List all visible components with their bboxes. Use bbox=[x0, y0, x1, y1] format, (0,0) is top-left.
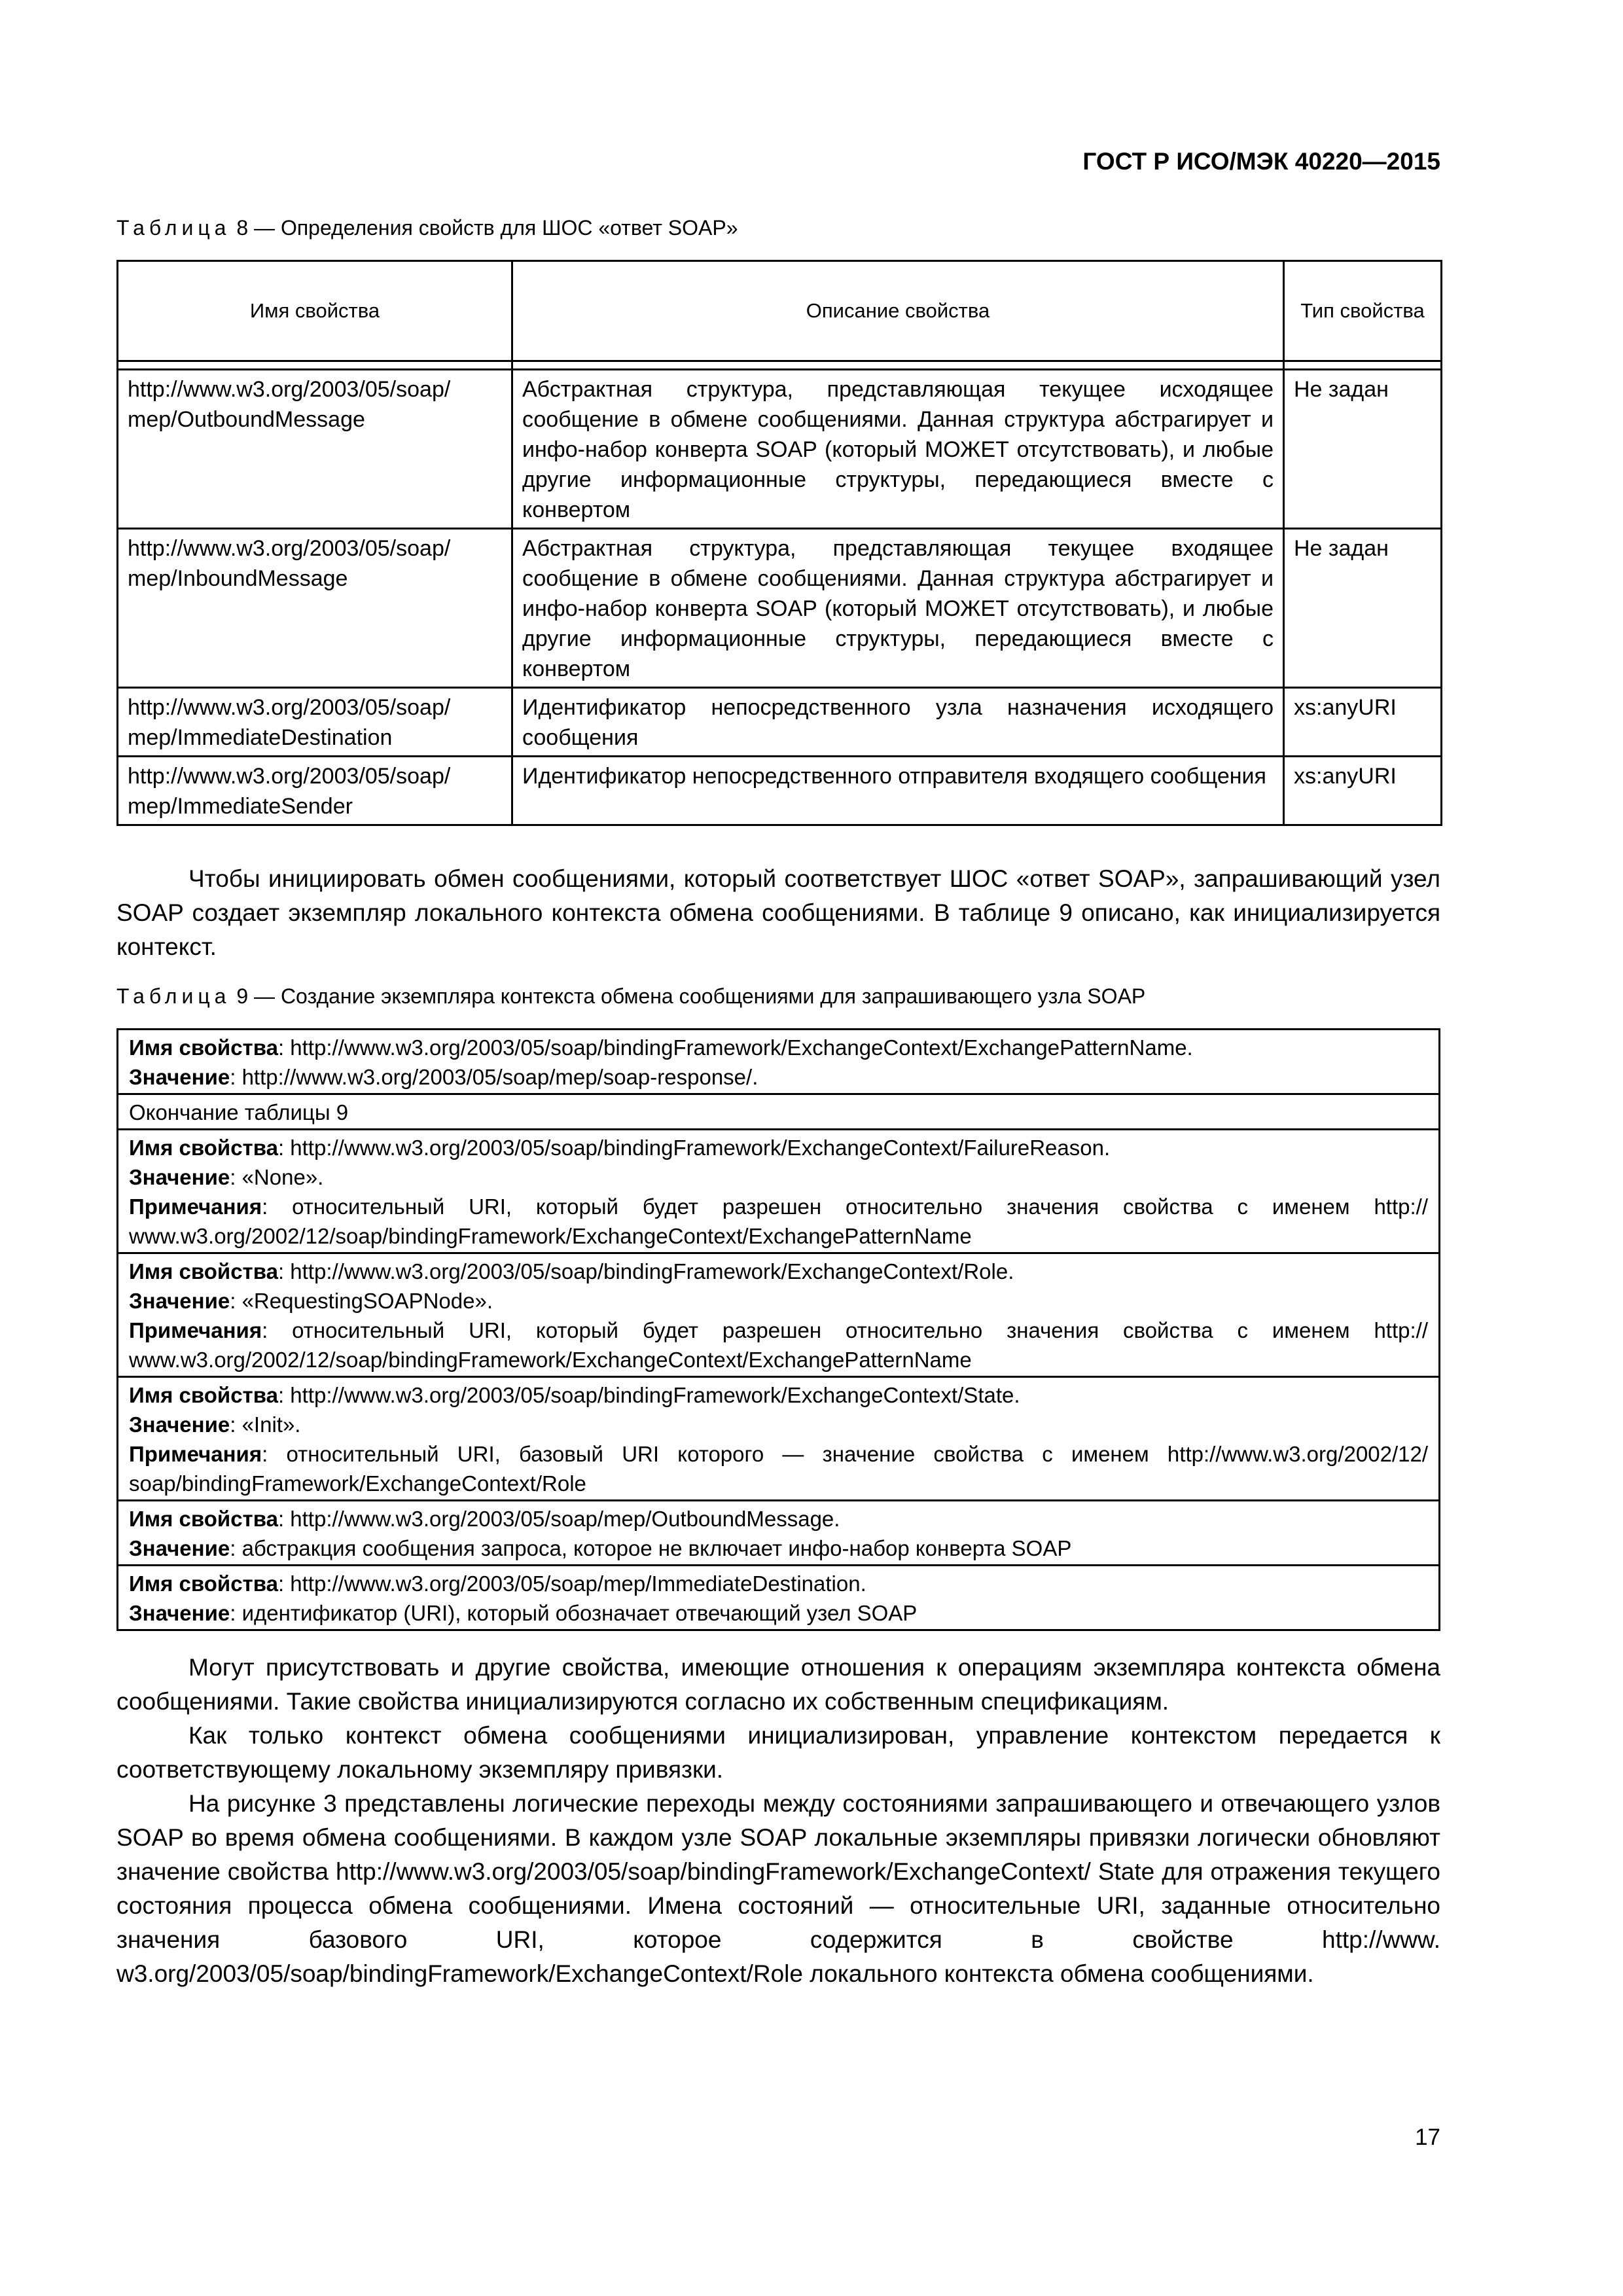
table9 bbox=[116, 1028, 1440, 1631]
table-row bbox=[118, 688, 1442, 757]
table-row bbox=[118, 1566, 1440, 1630]
property-description-cell: Идентификатор непосредственного отправителя входящего сообщения bbox=[512, 757, 1284, 825]
value-label: Значение bbox=[129, 1536, 230, 1560]
property-type-cell: Не задан bbox=[1284, 529, 1442, 688]
table9-cell bbox=[118, 1377, 1440, 1501]
table9-cell bbox=[118, 1253, 1440, 1377]
table-row bbox=[118, 1377, 1440, 1501]
name-value: : http://www.w3.org/2003/05/soap/bindingFramework/ExchangeContext/State. bbox=[277, 1383, 1020, 1407]
standard-header: ГОСТ Р ИСО/МЭК 40220—2015 bbox=[1082, 148, 1440, 175]
value-label: Значение bbox=[129, 1065, 230, 1089]
table8-caption-prefix: Таблица bbox=[116, 216, 231, 240]
value-text: : «RequestingSOAPNode». bbox=[230, 1289, 493, 1313]
table-row bbox=[118, 1130, 1440, 1253]
notes-label: Примечания bbox=[129, 1442, 262, 1466]
value-label: Значение bbox=[129, 1165, 230, 1189]
name-value: : http://www.w3.org/2003/05/soap/mep/OutboundMessage. bbox=[277, 1507, 840, 1531]
property-description-cell: Абстрактная структура, представляющая текущее входящее сообщение в обмене сообщениями. Данная структура абстрагирует и инфо-набор конверта SOAP (который МОЖЕТ отсутствовать), и любые другие информационные структуры, передающиеся вместе с конвертом bbox=[512, 529, 1284, 688]
table-row bbox=[118, 370, 1442, 529]
name-value: : http://www.w3.org/2003/05/soap/bindingFramework/ExchangeContext/FailureReason. bbox=[277, 1136, 1111, 1160]
document-page bbox=[116, 147, 1440, 1991]
notes-text: : относительный URI, который будет разрешен относительно значения свойства с именем http:// www.w3.org/2002/12/soap/bindingFramework/ExchangeContext/ExchangePatternName bbox=[129, 1318, 1428, 1372]
table8-caption bbox=[116, 215, 1440, 240]
table8-col-description: Описание свойства bbox=[512, 261, 1284, 361]
property-name-cell: http://www.w3.org/2003/05/soap/ mep/OutboundMessage bbox=[118, 370, 512, 529]
property-name-cell: http://www.w3.org/2003/05/soap/ mep/ImmediateDestination bbox=[118, 688, 512, 757]
table8 bbox=[116, 260, 1442, 826]
value-text: : «None». bbox=[230, 1165, 324, 1189]
value-label: Значение bbox=[129, 1601, 230, 1625]
table8-caption-text: 8 — Определения свойств для ШОС «ответ SOAP» bbox=[230, 216, 738, 240]
name-label: Имя свойства bbox=[129, 1136, 278, 1160]
table8-header-row bbox=[118, 261, 1442, 361]
value-text: : идентификатор (URI), который обозначает отвечающий узел SOAP bbox=[230, 1601, 918, 1625]
name-value: : http://www.w3.org/2003/05/soap/mep/ImmediateDestination. bbox=[277, 1571, 866, 1596]
body-paragraph: Как только контекст обмена сообщениями инициализирован, управление контекстом передается к соответствующему локальному экземпляру привязки. bbox=[116, 1722, 1440, 1783]
table-row bbox=[118, 1253, 1440, 1377]
table9-caption bbox=[116, 984, 1440, 1009]
notes-label: Примечания bbox=[129, 1318, 262, 1342]
property-type-cell: xs:anyURI bbox=[1284, 757, 1442, 825]
property-type-cell: xs:anyURI bbox=[1284, 688, 1442, 757]
property-description-cell: Идентификатор непосредственного узла назначения исходящего сообщения bbox=[512, 688, 1284, 757]
value-text: : абстракция сообщения запроса, которое не включает инфо-набор конверта SOAP bbox=[230, 1536, 1072, 1560]
name-label: Имя свойства bbox=[129, 1571, 278, 1596]
value-text: : http://www.w3.org/2003/05/soap/mep/soap-response/. bbox=[230, 1065, 758, 1089]
table8-header-separator bbox=[118, 361, 1442, 370]
name-label: Имя свойства bbox=[129, 1035, 278, 1060]
table8-col-name: Имя свойства bbox=[118, 261, 512, 361]
body-paragraph: Могут присутствовать и другие свойства, имеющие отношения к операциям экземпляра контекста обмена сообщениями. Такие свойства инициализируются согласно их собственным спецификациям. bbox=[116, 1654, 1440, 1715]
table-row bbox=[118, 1501, 1440, 1566]
name-label: Имя свойства bbox=[129, 1507, 278, 1531]
table9-caption-text: 9 — Создание экземпляра контекста обмена сообщениями для запрашивающего узла SOAP bbox=[230, 984, 1146, 1008]
table-row bbox=[118, 1030, 1440, 1094]
value-label: Значение bbox=[129, 1412, 230, 1437]
table8-col-type: Тип свойства bbox=[1284, 261, 1442, 361]
body-paragraph: Чтобы инициировать обмен сообщениями, который соответствует ШОС «ответ SOAP», запрашивающий узел SOAP создает экземпляр локального контекста обмена сообщениями. В таблице 9 описано, как инициализируется контекст. bbox=[116, 865, 1440, 960]
name-value: : http://www.w3.org/2003/05/soap/bindingFramework/ExchangeContext/Role. bbox=[277, 1259, 1014, 1283]
property-name-cell: http://www.w3.org/2003/05/soap/ mep/InboundMessage bbox=[118, 529, 512, 688]
property-name-cell: http://www.w3.org/2003/05/soap/ mep/ImmediateSender bbox=[118, 757, 512, 825]
table9-caption-prefix: Таблица bbox=[116, 984, 231, 1008]
property-description-cell: Абстрактная структура, представляющая текущее исходящее сообщение в обмене сообщениями. Данная структура абстрагирует и инфо-набор конверта SOAP (который МОЖЕТ отсутствовать), и любые другие информационные структуры, передающиеся вместе с конвертом bbox=[512, 370, 1284, 529]
notes-text: : относительный URI, который будет разрешен относительно значения свойства с именем http:// www.w3.org/2002/12/soap/bindingFramework/ExchangeContext/ExchangePatternName bbox=[129, 1194, 1428, 1248]
name-label: Имя свойства bbox=[129, 1259, 278, 1283]
table9-cell bbox=[118, 1501, 1440, 1566]
value-text: : «Init». bbox=[230, 1412, 301, 1437]
table-row bbox=[118, 529, 1442, 688]
notes-text: : относительный URI, базовый URI которого — значение свойства с именем http://www.w3.org/2002/12/ soap/bindingFramework/ExchangeContext/Role bbox=[129, 1442, 1428, 1496]
body-paragraph: На рисунке 3 представлены логические переходы между состояниями запрашивающего и отвечающего узлов SOAP во время обмена сообщениями. В каждом узле SOAP локальные экземпляры привязки логически обновляют значение свойства http://www.w3.org/2003/05/soap/bindingFramework/ExchangeContext/ State для отражения текущего состояния процесса обмена сообщениями. Имена состояний — относительные URI, заданные относительно значения базового URI, которое содержится в свойстве http://www. w3.org/2003/05/soap/bindingFramework/ExchangeContext/Role локального контекста обмена сообщениями. bbox=[116, 1790, 1440, 1987]
value-label: Значение bbox=[129, 1289, 230, 1313]
notes-label: Примечания bbox=[129, 1194, 262, 1219]
name-label: Имя свойства bbox=[129, 1383, 278, 1407]
table9-cell bbox=[118, 1030, 1440, 1094]
table9-continuation: Окончание таблицы 9 bbox=[118, 1094, 1440, 1130]
page-number: 17 bbox=[1415, 2125, 1440, 2150]
table-row bbox=[118, 757, 1442, 825]
property-type-cell: Не задан bbox=[1284, 370, 1442, 529]
name-value: : http://www.w3.org/2003/05/soap/bindingFramework/ExchangeContext/ExchangePatternName. bbox=[277, 1035, 1193, 1060]
table9-cell bbox=[118, 1566, 1440, 1630]
table9-cell bbox=[118, 1130, 1440, 1253]
table-row bbox=[118, 1094, 1440, 1130]
